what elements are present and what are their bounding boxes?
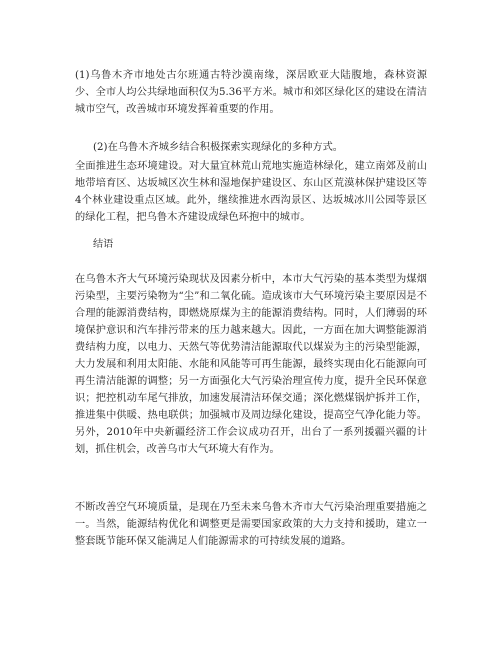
conclusion-heading: 结语 xyxy=(93,239,114,250)
paragraph-ecological-construction: 全面推进生态环境建设。对大量宜林荒山荒地实施造林绿化，建立南郊及前山地带培育区、达坂城区次生林和湿地保护建设区、东山区荒漠林保护建设区等4个林业建设重点区域。此外，继续推进水西沟景区、达坂城冰川公园等景区的绿化工程，把乌鲁木齐建设成绿色环抱中的城市。 xyxy=(75,161,427,223)
paragraph-greening-background: (1)乌鲁木齐市地处古尔班通古特沙漠南缘，深居欧亚大陆腹地，森林资源少、全市人均公共绿地面积仅为5.36平方米。城市和郊区绿化区的建设在清洁城市空气，改善城市环境发挥着重要的作用。 xyxy=(75,70,427,115)
paragraph-urban-rural-greening: (2)在乌鲁木齐城乡结合积极探索实现绿化的多种方式。 xyxy=(93,142,344,153)
paragraph-closing: 不断改善空气环境质量，是现在乃至未来乌鲁木齐市大气污染治理重要措施之一。当然，能源结构优化和调整更是需要国家政策的大力支持和援助，建立一整套既节能环保又能满足人们能源需求的可持续发展的道路。 xyxy=(75,502,427,547)
paragraph-conclusion-body: 在乌鲁木齐大气环境污染现状及因素分析中，本市大气污染的基本类型为煤烟污染型，主要污染物为“尘”和二氧化硫。造成该市大气环境污染主要原因是不合理的能源消费结构，即燃烧原煤为主的能源消费结构。同时，人们薄弱的环境保护意识和汽车排污带来的压力越来越大。因此，一方面在加大调整能源消费结构力度，以电力、天然气等优势清洁能源取代以煤炭为主的污染型能源，大力发展和利用太阳能、水能和风能等可再生能源，最终实现由化石能源向可再生清洁能源的调整；另一方面强化大气污染治理宣传力度，提升全民环保意识；把控机动车尾气排放，加速发展清洁环保交通；深化燃煤锅炉拆并工作，推进集中供暖、热电联供；加强城市及周边绿化建设，提高空气净化能力等。另外，2010年中央新疆经济工作会议成功召开，出台了一系列援疆兴疆的计划，抓住机会，改善乌市大气环境大有作为。 xyxy=(75,274,427,455)
